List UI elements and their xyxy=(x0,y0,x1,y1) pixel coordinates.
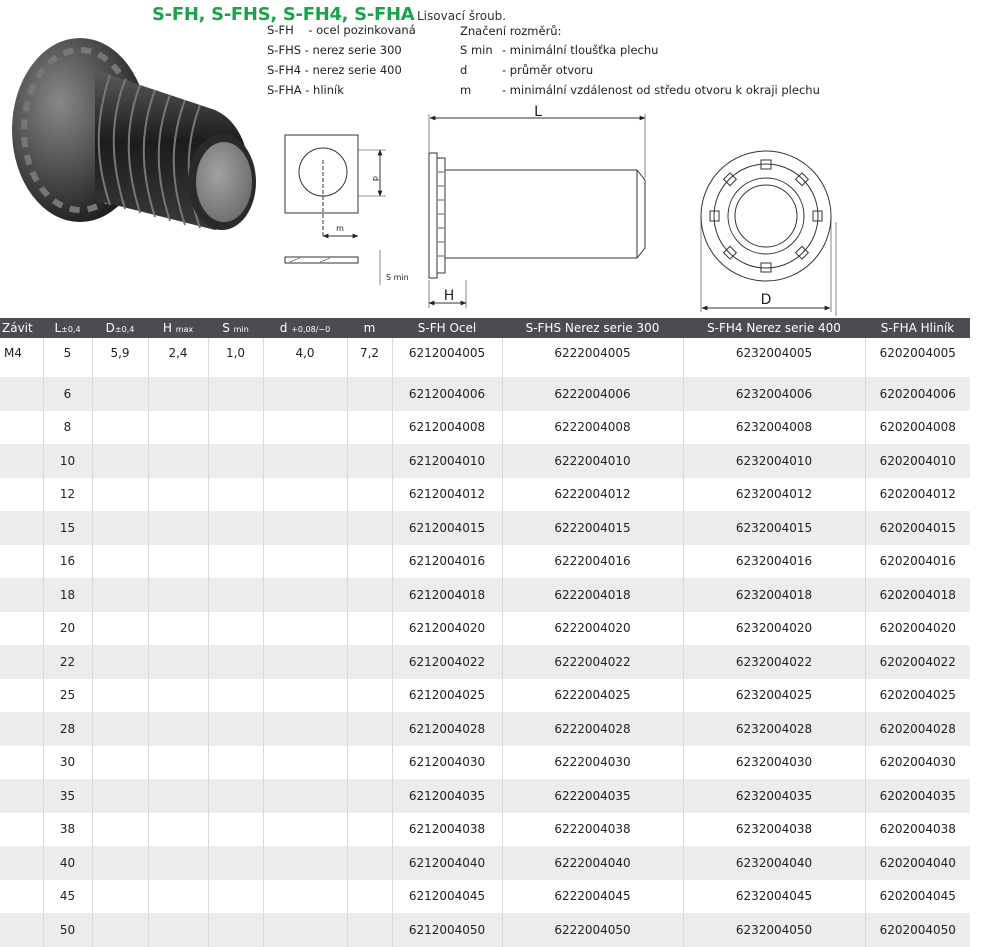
cell-sfh: 6212004038 xyxy=(392,813,502,847)
table-row xyxy=(0,779,970,813)
material-legend-item: S-FHS - nerez serie 300 xyxy=(267,43,402,57)
cell-sfhs: 6222004035 xyxy=(502,779,683,813)
cell-m xyxy=(347,779,392,813)
dimension-key: S min xyxy=(460,43,493,57)
cell-m xyxy=(347,712,392,746)
cell-s xyxy=(208,846,263,880)
material-legend-item: S-FHA - hliník xyxy=(267,83,344,97)
cell-sfha: 6202004045 xyxy=(879,889,956,904)
table-row xyxy=(0,679,970,713)
cell-l: 18 xyxy=(43,578,92,612)
cell-zavit xyxy=(0,712,43,746)
cell-d xyxy=(92,411,148,445)
cell-d xyxy=(263,377,347,411)
cell-d xyxy=(263,645,347,679)
cell-sfh4: 6232004020 xyxy=(683,612,865,646)
cell-h xyxy=(148,578,208,612)
cell-d xyxy=(92,612,148,646)
cell-l: 50 xyxy=(43,913,92,947)
cell-d xyxy=(92,511,148,545)
cell-d xyxy=(92,545,148,579)
table-row xyxy=(0,478,970,512)
cell-s xyxy=(208,612,263,646)
cell-m xyxy=(347,645,392,679)
cell-m xyxy=(347,846,392,880)
cell-m xyxy=(347,578,392,612)
cell-sfh4: 6232004012 xyxy=(683,478,865,512)
cell-sfh: 6212004050 xyxy=(392,913,502,947)
cell-sfhs: 6222004010 xyxy=(502,444,683,478)
cell-h xyxy=(148,478,208,512)
cell-d xyxy=(263,578,347,612)
cell-l: 8 xyxy=(43,411,92,445)
cell-l: 15 xyxy=(43,511,92,545)
cell-sfha: 6202004022 xyxy=(865,645,970,679)
cell-sfhs: 6222004022 xyxy=(502,645,683,679)
cell-sfha: 6202004038 xyxy=(879,822,956,837)
cell-sfhs: 6222004030 xyxy=(502,746,683,780)
col-header-sfh4: S-FH4 Nerez serie 400 xyxy=(683,318,865,338)
cell-sfha: 6202004040 xyxy=(865,846,970,880)
cell-d xyxy=(263,478,347,512)
table-row xyxy=(0,813,970,847)
cell-l: 25 xyxy=(43,679,92,713)
cell-zavit xyxy=(0,612,43,646)
table-row xyxy=(0,511,970,545)
cell-d xyxy=(263,679,347,713)
col-header-H: H max xyxy=(148,318,208,338)
cell-sfhs: 6222004008 xyxy=(502,411,683,445)
cell-h xyxy=(148,779,208,813)
cell-l: 5 xyxy=(43,338,92,377)
cell-d xyxy=(92,444,148,478)
cell-d xyxy=(263,411,347,445)
cell-m xyxy=(347,813,392,847)
cell-h xyxy=(148,612,208,646)
cell-d xyxy=(263,444,347,478)
cell-d xyxy=(92,377,148,411)
cell-sfh: 6212004020 xyxy=(392,612,502,646)
cell-sfh4: 6232004030 xyxy=(683,746,865,780)
cell-h xyxy=(148,746,208,780)
cell-d xyxy=(263,846,347,880)
col-header-d: d +0,08/−0 xyxy=(263,318,347,338)
table-row xyxy=(0,612,970,646)
cell-d xyxy=(92,746,148,780)
cell-zavit xyxy=(0,377,43,411)
cell-m xyxy=(347,612,392,646)
cell-l: 20 xyxy=(43,612,92,646)
cell-h: 2,4 xyxy=(148,338,208,377)
cell-sfha: 6202004028 xyxy=(865,712,970,746)
cell-zavit xyxy=(0,645,43,679)
d-dimension-label: d xyxy=(371,176,380,182)
cell-zavit xyxy=(0,444,43,478)
cell-sfhs: 6222004028 xyxy=(502,712,683,746)
cell-sfha: 6202004035 xyxy=(865,779,970,813)
cell-h xyxy=(148,411,208,445)
table-row xyxy=(0,444,970,478)
cell-s xyxy=(208,377,263,411)
cell-zavit xyxy=(0,746,43,780)
cell-s xyxy=(208,712,263,746)
technical-drawings xyxy=(0,0,999,318)
cell-l: 28 xyxy=(43,712,92,746)
col-header-m: m xyxy=(347,318,392,338)
cell-sfhs: 6222004038 xyxy=(502,813,683,847)
cell-sfhs: 6222004015 xyxy=(502,511,683,545)
cell-h xyxy=(148,880,208,914)
cell-h xyxy=(148,813,208,847)
col-header-sfhs: S-FHS Nerez serie 300 xyxy=(502,318,683,338)
cell-h xyxy=(148,377,208,411)
table-row xyxy=(0,846,970,880)
cell-sfh: 6212004035 xyxy=(392,779,502,813)
m-dimension-label: m xyxy=(336,224,344,233)
cell-s xyxy=(208,880,263,914)
table-row xyxy=(0,578,970,612)
cell-sfh4: 6232004010 xyxy=(683,444,865,478)
col-header-D: D±0,4 xyxy=(92,318,148,338)
cell-sfha: 6202004016 xyxy=(879,554,956,569)
table-row xyxy=(0,338,970,377)
cell-s xyxy=(208,746,263,780)
cell-sfh4: 6232004008 xyxy=(683,411,865,445)
cell-l: 6 xyxy=(43,377,92,411)
cell-zavit xyxy=(0,846,43,880)
cell-s xyxy=(208,813,263,847)
cell-d xyxy=(92,913,148,947)
material-legend-item: S-FH4 - nerez serie 400 xyxy=(267,63,402,77)
cell-sfh4: 6232004015 xyxy=(683,511,865,545)
table-row xyxy=(0,545,970,579)
table-row xyxy=(0,712,970,746)
cell-h xyxy=(148,511,208,545)
col-header-sfh: S-FH Ocel xyxy=(392,318,502,338)
col-header-L: L±0,4 xyxy=(43,318,92,338)
cell-s xyxy=(208,578,263,612)
cell-l: 22 xyxy=(43,645,92,679)
cell-l: 12 xyxy=(43,478,92,512)
table-row xyxy=(0,645,970,679)
cell-sfh: 6212004030 xyxy=(392,746,502,780)
cell-s xyxy=(208,645,263,679)
cell-s xyxy=(208,779,263,813)
cell-l: 35 xyxy=(43,779,92,813)
cell-sfh: 6212004018 xyxy=(392,578,502,612)
cell-sfh: 6212004040 xyxy=(392,846,502,880)
dimension-desc: - minimální vzdálenost od středu otvoru k okraji plechu xyxy=(502,83,820,97)
cell-m xyxy=(347,880,392,914)
cell-sfh4: 6232004050 xyxy=(683,913,865,947)
dimension-desc: - minimální tloušťka plechu xyxy=(502,43,659,57)
cell-sfha: 6202004050 xyxy=(865,913,970,947)
cell-sfha: 6202004008 xyxy=(879,420,956,435)
dimension-key: d xyxy=(460,63,468,77)
cell-sfh: 6212004015 xyxy=(392,511,502,545)
cell-s xyxy=(208,913,263,947)
cell-h xyxy=(148,846,208,880)
cell-h xyxy=(148,913,208,947)
cell-sfh: 6212004016 xyxy=(392,545,502,579)
cell-d xyxy=(263,612,347,646)
cell-sfh4: 6232004022 xyxy=(683,645,865,679)
cell-zavit xyxy=(0,545,43,579)
cell-d xyxy=(263,746,347,780)
cell-sfh4: 6232004038 xyxy=(683,813,865,847)
cell-sfhs: 6222004040 xyxy=(502,846,683,880)
cell-d xyxy=(92,779,148,813)
H-dimension-label: H xyxy=(443,288,455,304)
table-row xyxy=(0,880,970,914)
cell-d xyxy=(92,478,148,512)
cell-s xyxy=(208,444,263,478)
cell-m: 7,2 xyxy=(347,338,392,377)
cell-d xyxy=(92,578,148,612)
cell-zavit xyxy=(0,880,43,914)
table-row xyxy=(0,411,970,445)
cell-sfh4: 6232004045 xyxy=(683,880,865,914)
cell-d xyxy=(263,913,347,947)
cell-m xyxy=(347,679,392,713)
cell-sfh: 6212004025 xyxy=(392,679,502,713)
cell-d xyxy=(92,645,148,679)
cell-sfha: 6202004005 xyxy=(879,346,956,360)
cell-zavit xyxy=(0,578,43,612)
cell-l: 45 xyxy=(43,880,92,914)
cell-l: 10 xyxy=(43,444,92,478)
sheet-hole-drawing xyxy=(285,135,386,285)
cell-sfh: 6212004022 xyxy=(392,645,502,679)
cell-sfhs: 6222004025 xyxy=(502,679,683,713)
cell-d xyxy=(92,712,148,746)
dimension-desc: - průměr otvoru xyxy=(502,63,594,77)
cell-sfh: 6212004028 xyxy=(392,712,502,746)
table-body xyxy=(0,338,970,947)
material-legend-item: S-FH - ocel pozinkovaná xyxy=(267,23,416,37)
cell-sfha: 6202004018 xyxy=(865,578,970,612)
cell-zavit xyxy=(0,511,43,545)
cell-sfha: 6202004006 xyxy=(865,377,970,411)
cell-sfha: 6202004020 xyxy=(879,621,956,636)
cell-m xyxy=(347,913,392,947)
cell-s xyxy=(208,511,263,545)
table-header-row xyxy=(0,318,970,338)
cell-sfhs: 6222004005 xyxy=(502,338,683,377)
table-row xyxy=(0,746,970,780)
cell-d: 5,9 xyxy=(92,338,148,377)
cell-d xyxy=(92,880,148,914)
cell-sfhs: 6222004020 xyxy=(502,612,683,646)
cell-h xyxy=(148,545,208,579)
dimension-legend-heading: Značení rozměrů: xyxy=(460,24,562,38)
cell-sfha: 6202004015 xyxy=(865,511,970,545)
cell-d: 4,0 xyxy=(263,338,347,377)
cell-zavit xyxy=(0,813,43,847)
cell-sfh4: 6232004006 xyxy=(683,377,865,411)
cell-s xyxy=(208,411,263,445)
cell-d xyxy=(92,846,148,880)
cell-sfh: 6212004005 xyxy=(392,338,502,377)
col-header-zavit: Závit xyxy=(0,318,43,338)
cell-sfh4: 6232004035 xyxy=(683,779,865,813)
cell-sfh: 6212004045 xyxy=(392,880,502,914)
cell-sfhs: 6222004045 xyxy=(502,880,683,914)
table-row xyxy=(0,377,970,411)
cell-d xyxy=(92,813,148,847)
cell-sfh4: 6232004018 xyxy=(683,578,865,612)
cell-sfh4: 6232004005 xyxy=(683,338,865,377)
stud-side-view xyxy=(429,114,645,308)
cell-sfh4: 6232004025 xyxy=(683,679,865,713)
cell-s xyxy=(208,679,263,713)
cell-h xyxy=(148,645,208,679)
cell-h xyxy=(148,679,208,713)
cell-l: 30 xyxy=(43,746,92,780)
cell-d xyxy=(263,779,347,813)
cell-sfh: 6212004008 xyxy=(392,411,502,445)
cell-l: 16 xyxy=(43,545,92,579)
cell-zavit: M4 xyxy=(0,338,43,377)
col-header-S: S min xyxy=(208,318,263,338)
cell-d xyxy=(263,511,347,545)
L-dimension-label: L xyxy=(534,104,542,120)
cell-sfh: 6212004006 xyxy=(392,377,502,411)
cell-m xyxy=(347,746,392,780)
cell-m xyxy=(347,377,392,411)
cell-h xyxy=(148,444,208,478)
cell-sfha: 6202004030 xyxy=(879,755,956,770)
cell-d xyxy=(92,679,148,713)
cell-h xyxy=(148,712,208,746)
col-header-sfha: S-FHA Hliník xyxy=(865,318,970,338)
cell-zavit xyxy=(0,913,43,947)
dimension-key: m xyxy=(460,83,472,97)
cell-m xyxy=(347,478,392,512)
cell-d xyxy=(263,880,347,914)
cell-sfha: 6202004025 xyxy=(879,688,956,703)
cell-sfhs: 6222004050 xyxy=(502,913,683,947)
cell-zavit xyxy=(0,679,43,713)
D-dimension-label: D xyxy=(760,292,772,308)
smin-dimension-label: S min xyxy=(386,273,409,282)
cell-sfha: 6202004012 xyxy=(879,487,956,502)
page-title: S-FH, S-FHS, S-FH4, S-FHA xyxy=(152,4,415,25)
cell-sfhs: 6222004006 xyxy=(502,377,683,411)
cell-sfh4: 6232004028 xyxy=(683,712,865,746)
cell-m xyxy=(347,511,392,545)
cell-l: 38 xyxy=(43,813,92,847)
table-row xyxy=(0,913,970,947)
cell-d xyxy=(263,813,347,847)
page-subtitle: Lisovací šroub. xyxy=(417,9,507,23)
stud-render-image xyxy=(12,38,256,230)
cell-sfh4: 6232004016 xyxy=(683,545,865,579)
cell-d xyxy=(263,545,347,579)
cell-sfhs: 6222004012 xyxy=(502,478,683,512)
cell-sfha: 6202004010 xyxy=(865,444,970,478)
spec-table xyxy=(0,318,970,947)
cell-l: 40 xyxy=(43,846,92,880)
cell-s xyxy=(208,545,263,579)
cell-s: 1,0 xyxy=(208,338,263,377)
cell-zavit xyxy=(0,779,43,813)
cell-s xyxy=(208,478,263,512)
cell-sfh4: 6232004040 xyxy=(683,846,865,880)
cell-zavit xyxy=(0,411,43,445)
cell-m xyxy=(347,411,392,445)
cell-sfhs: 6222004018 xyxy=(502,578,683,612)
cell-zavit xyxy=(0,478,43,512)
cell-m xyxy=(347,444,392,478)
cell-sfhs: 6222004016 xyxy=(502,545,683,579)
cell-sfh: 6212004012 xyxy=(392,478,502,512)
cell-sfh: 6212004010 xyxy=(392,444,502,478)
cell-d xyxy=(263,712,347,746)
cell-m xyxy=(347,545,392,579)
